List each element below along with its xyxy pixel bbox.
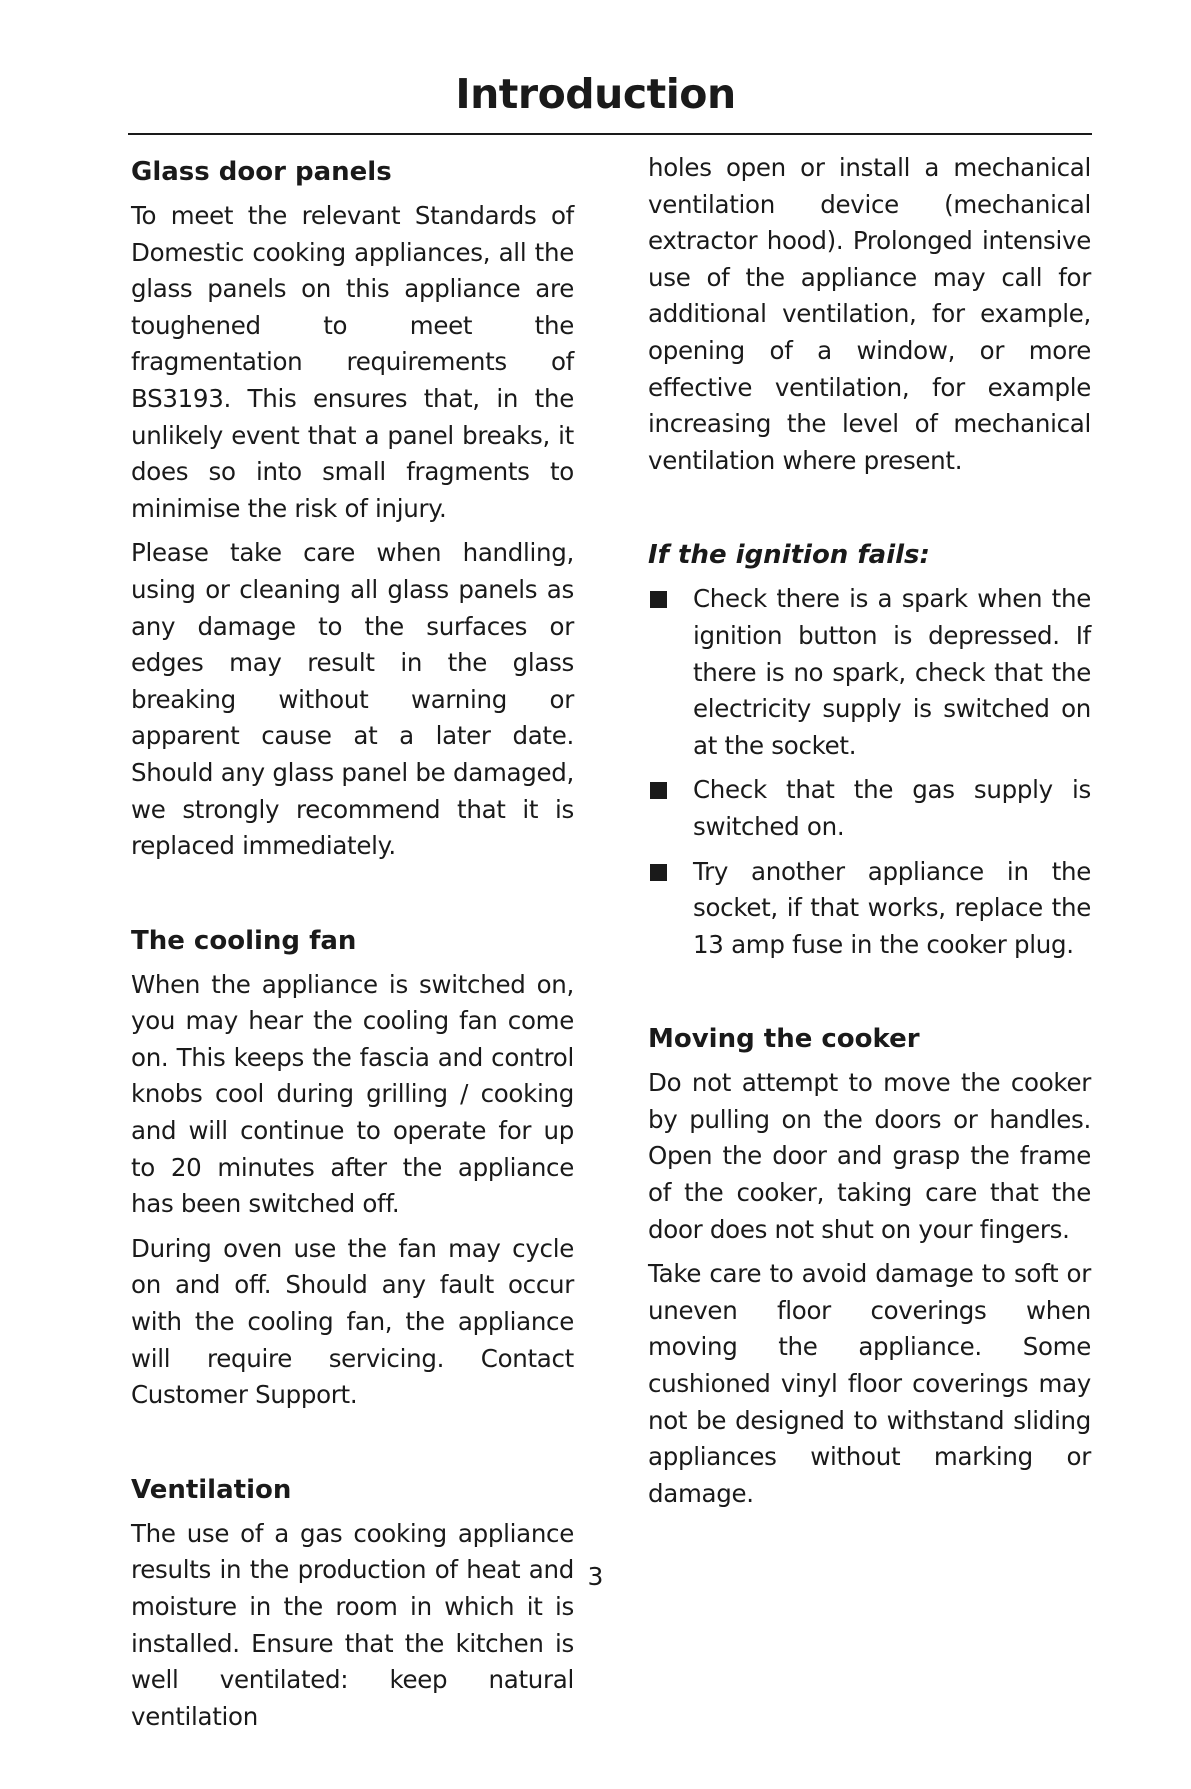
section-ventilation-continued xyxy=(648,150,1091,479)
bullet-list xyxy=(648,581,1091,963)
square-bullet-icon xyxy=(650,782,667,799)
page-number: 3 xyxy=(587,1562,604,1591)
left-column xyxy=(131,150,574,1789)
paragraph: During oven use the fan may cycle on and off. Should any fault occur with the cooling fan, the appliance will require servicing. Contact Customer Support. xyxy=(131,1233,574,1410)
section-heading: The cooling fan xyxy=(131,925,357,956)
square-bullet-icon xyxy=(650,591,667,608)
list-item-text: Check there is a spark when the ignition button is depressed. If there is no spark, check that the electricity supply is switched on at the socket. xyxy=(693,584,1091,760)
paragraph: Take care to avoid damage to soft or uneven floor coverings when moving the appliance. Some cushioned vinyl floor coverings may not be designed to withstand sliding appliances without marking or damage. xyxy=(648,1259,1091,1508)
paragraph: Please take care when handling, using or cleaning all glass panels as any damage to the surfaces or edges may result in the glass breaking without warning or apparent cause at a later date. Should any glass panel be damaged, we strongly recommend that it is replaced immediately. xyxy=(131,538,574,861)
section-moving-cooker xyxy=(648,1017,1091,1512)
paragraph: holes open or install a mechanical ventilation device (mechanical extractor hood). Prolonged intensive use of the appliance may call for additional ventilation, for example, opening of a window, or more effective ventilation, for example increasing the level of mechanical ventilation where present. xyxy=(648,153,1091,475)
page-title: Introduction xyxy=(455,70,736,118)
list-item-text: Try another appliance in the socket, if that works, replace the 13 amp fuse in the cooker plug. xyxy=(693,856,1091,959)
section-cooling-fan xyxy=(131,919,574,1414)
section-ventilation xyxy=(131,1468,574,1736)
paragraph: To meet the relevant Standards of Domestic cooking appliances, all the glass panels on this appliance are toughened to meet the fragmentation requirements of BS3193. This ensures that, in the unlikely event that a panel breaks, it does so into small fragments to minimise the risk of injury. xyxy=(131,201,574,523)
section-heading: Ventilation xyxy=(131,1474,292,1505)
square-bullet-icon xyxy=(650,864,667,881)
section-glass-door-panels xyxy=(131,150,574,865)
section-heading: Glass door panels xyxy=(131,157,392,187)
section-heading: Moving the cooker xyxy=(648,1024,920,1055)
section-ignition-fails xyxy=(648,533,1091,963)
paragraph: Do not attempt to move the cooker by pulling on the doors or handles. Open the door and grasp the frame of the cooker, taking care that the door does not shut on your fingers. xyxy=(648,1068,1091,1244)
section-heading: If the ignition fails: xyxy=(648,540,930,571)
list-item xyxy=(648,581,1091,764)
right-column xyxy=(648,150,1091,1566)
list-item xyxy=(648,772,1091,845)
list-item xyxy=(648,854,1091,964)
title-divider xyxy=(128,133,1092,135)
paragraph: When the appliance is switched on, you may hear the cooling fan come on. This keeps the fascia and control knobs cool during grilling / cooking and will continue to operate for up to 20 minutes after the appliance has been switched off. xyxy=(131,969,574,1219)
list-item-text: Check that the gas supply is switched on. xyxy=(693,775,1091,841)
paragraph: The use of a gas cooking appliance results in the production of heat and moisture in the room in which it is installed. Ensure that the kitchen is well ventilated: keep natural ventilation xyxy=(131,1518,574,1731)
